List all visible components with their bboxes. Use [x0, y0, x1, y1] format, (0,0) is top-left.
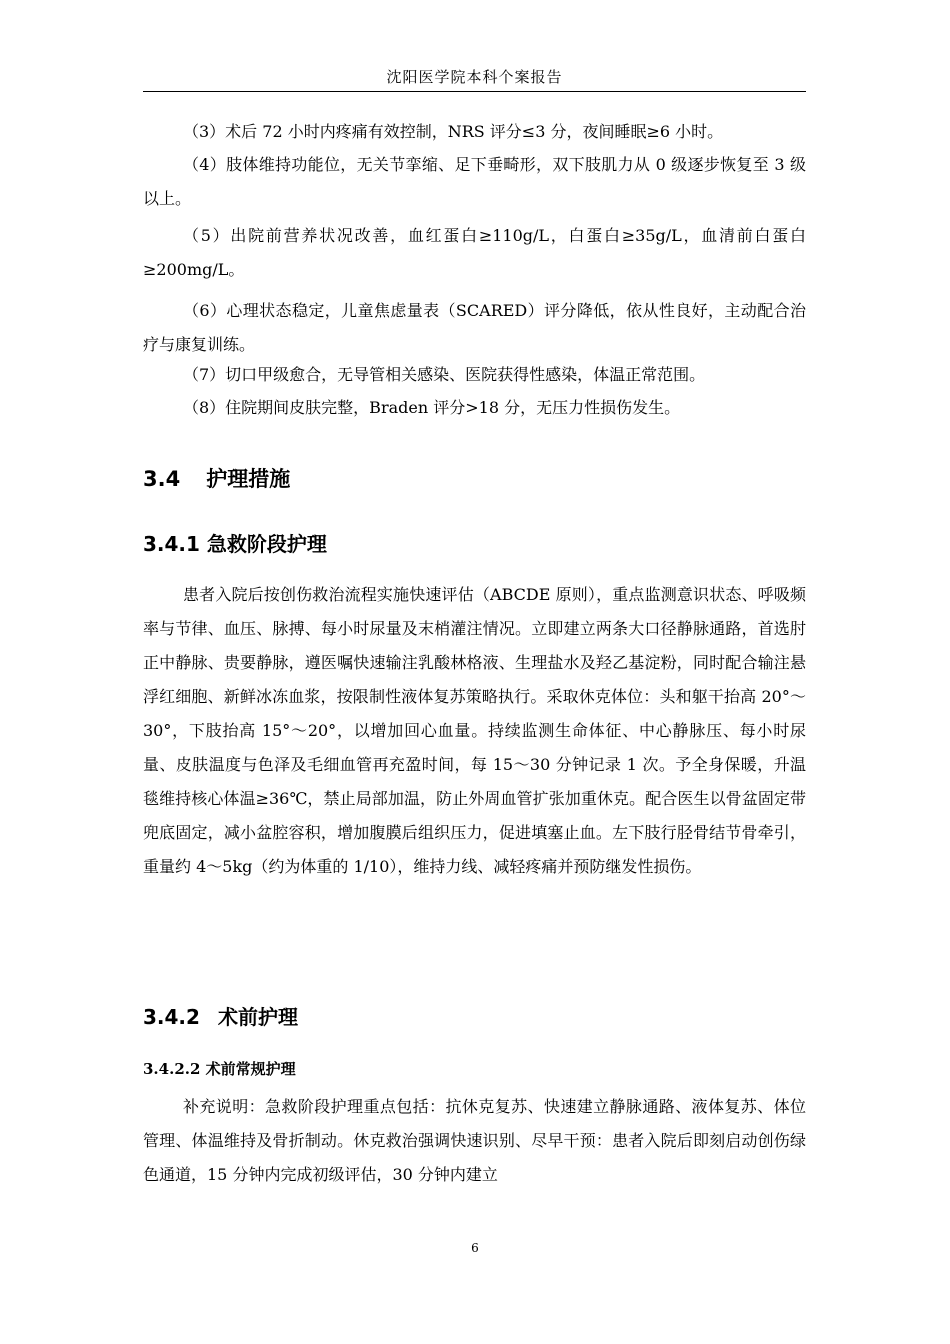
- header-rule: [143, 91, 806, 92]
- paragraph-preop-routine: 补充说明：急救阶段护理重点包括：抗休克复苏、快速建立静脉通路、液体复苏、体位管理、体温维持及骨折制动。休克救治强调快速识别、尽早干预：患者入院后即刻启动创伤绿色通道，15 分钟内完成初级评估，30 分钟内建立: [143, 1097, 806, 1184]
- section-heading-3-4-1: 3.4.1 急救阶段护理: [143, 532, 327, 556]
- section-heading-3-4: [143, 464, 806, 494]
- section-heading-3-4-2: [143, 1002, 806, 1032]
- section-number: 3.4.2: [143, 1005, 200, 1029]
- goal-item-3: （3）术后 72 小时内疼痛有效控制，NRS 评分≤3 分，夜间睡眠≥6 小时。: [183, 122, 724, 141]
- goal-item-7: （7）切口甲级愈合，无导管相关感染、医院获得性感染，体温正常范围。: [183, 365, 706, 384]
- paragraph-emergency-care: 患者入院后按创伤救治流程实施快速评估（ABCDE 原则），重点监测意识状态、呼吸频率与节律、血压、脉搏、每小时尿量及末梢灌注情况。立即建立两条大口径静脉通路，首选肘正中静脉、贵要静脉，遵医嘱快速输注乳酸林格液、生理盐水及羟乙基淀粉，同时配合输注悬浮红细胞、新鲜冰冻血浆，按限制性液体复苏策略执行。采取休克体位：头和躯干抬高 20°～30°，下肢抬高 15°～20°，以增加回心血量。持续监测生命体征、中心静脉压、每小时尿量、皮肤温度与色泽及毛细血管再充盈时间，每 15～30 分钟记录 1 次。予全身保暖，升温毯维持核心体温≥36℃，禁止局部加温，防止外周血管扩张加重休克。配合医生以骨盆固定带兜底固定，减小盆腔容积，增加腹膜后组织压力，促进填塞止血。左下肢行胫骨结节骨牵引，重量约 4～5kg（约为体重的 1/10），维持力线、减轻疼痛并预防继发性损伤。: [143, 585, 806, 876]
- section-title: 护理措施: [206, 467, 291, 491]
- section-number: 3.4: [143, 467, 181, 491]
- goal-item-4: （4）肢体维持功能位，无关节挛缩、足下垂畸形，双下肢肌力从 0 级逐步恢复至 3 级以上。: [143, 155, 806, 208]
- page-number: 6: [471, 1241, 479, 1255]
- section-title: 术前护理: [217, 1005, 298, 1029]
- section-heading-3-4-2-2: 3.4.2.2 术前常规护理: [143, 1060, 296, 1078]
- goal-item-6: （6）心理状态稳定，儿童焦虑量表（SCARED）评分降低，依从性良好，主动配合治疗与康复训练。: [143, 301, 806, 354]
- goal-item-5: （5）出院前营养状况改善，血红蛋白≥110g/L，白蛋白≥35g/L，血清前白蛋白≥200mg/L。: [143, 226, 806, 279]
- goal-item-8: （8）住院期间皮肤完整，Braden 评分>18 分，无压力性损伤发生。: [183, 398, 681, 417]
- running-header: 沈阳医学院本科个案报告: [386, 68, 563, 86]
